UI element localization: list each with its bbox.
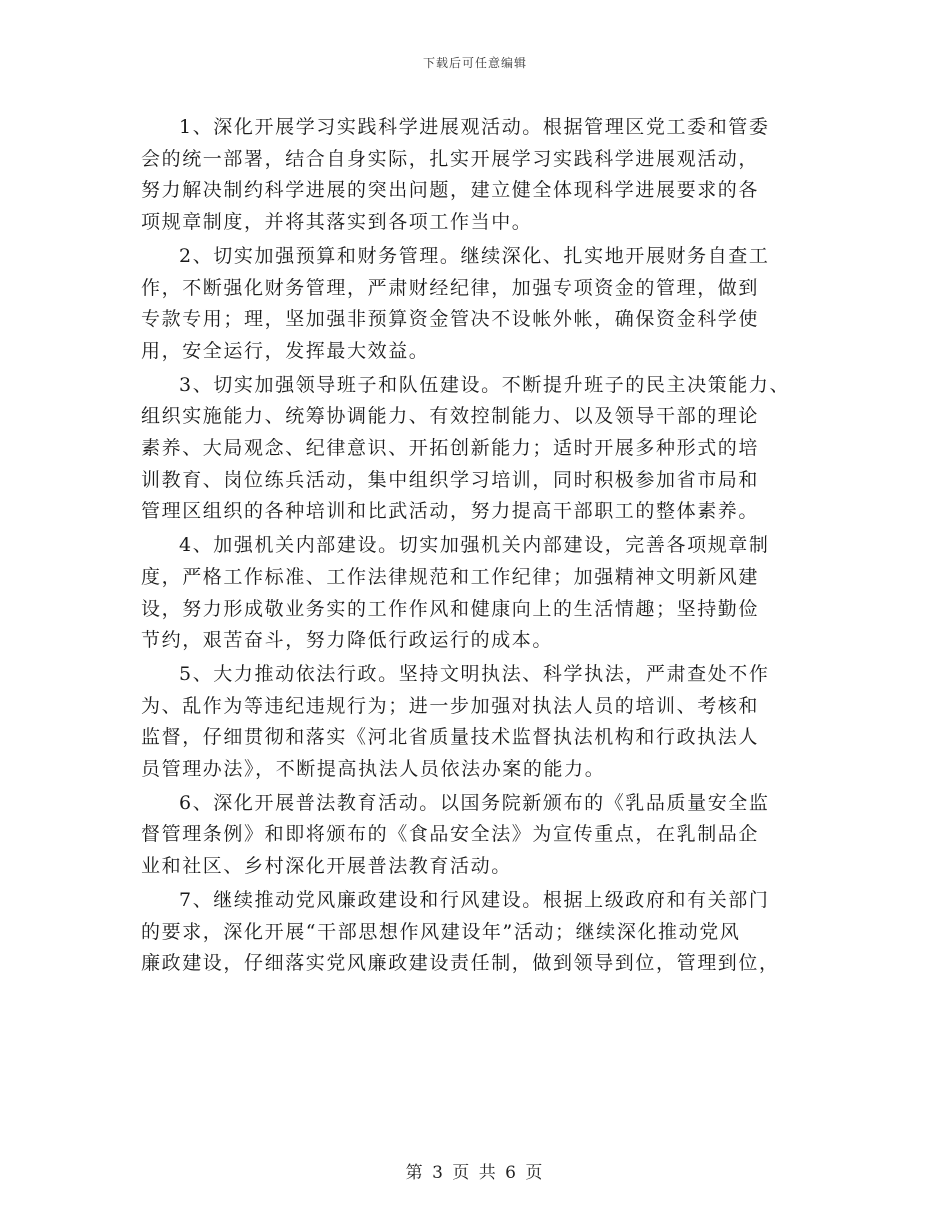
paragraph-1 xyxy=(141,112,821,239)
text-line: 节约，艰苦奋斗，努力降低行政运行的成本。 xyxy=(141,629,554,652)
paragraph-3 xyxy=(141,370,821,529)
paragraph-4 xyxy=(141,530,821,657)
paragraph-6 xyxy=(141,788,821,883)
text-line: 员管理办法》，不断提高执法人员依法办案的能力。 xyxy=(141,758,606,781)
paragraph-5 xyxy=(141,659,821,786)
text-line: 4、加强机关内部建设。切实加强机关内部建设，完善各项规章制 xyxy=(179,534,770,557)
text-line: 会的统一部署，结合自身实际，扎实开展学习实践科学进展观活动， xyxy=(141,147,760,170)
text-line: 监督，仔细贯彻和落实《河北省质量技术监督执法机构和行政执法人 xyxy=(141,726,760,749)
text-line: 训教育、岗位练兵活动，集中组织学习培训，同时积极参加省市局和 xyxy=(141,468,760,491)
text-line: 7、继续推动党风廉政建设和行风建设。根据上级政府和有关部门 xyxy=(179,888,770,911)
text-line: 管理区组织的各种培训和比武活动，努力提高干部职工的整体素养。 xyxy=(141,500,760,523)
paragraph-2 xyxy=(141,241,821,368)
text-line: 2、切实加强预算和财务管理。继续深化、扎实地开展财务自查工 xyxy=(179,244,770,267)
text-line: 3、切实加强领导班子和队伍建设。不断提升班子的民主决策能力、 xyxy=(179,373,791,396)
page-number-footer: 第 3 页 共 6 页 xyxy=(405,1163,545,1183)
text-line: 设，努力形成敬业务实的工作作风和健康向上的生活情趣；坚持勤俭 xyxy=(141,597,760,620)
text-line: 度，严格工作标准、工作法律规范和工作纪律；加强精神文明新风建 xyxy=(141,565,760,588)
text-line: 1、深化开展学习实践科学进展观活动。根据管理区党工委和管委 xyxy=(179,116,770,138)
document-body xyxy=(141,112,821,982)
text-line: 的要求，深化开展“干部思想作风建设年”活动；继续深化推动党风 xyxy=(141,920,741,943)
text-line: 努力解决制约科学进展的突出问题，建立健全体现科学进展要求的各 xyxy=(141,179,760,202)
text-line: 督管理条例》和即将颁布的《食品安全法》为宣传重点，在乳制品企 xyxy=(141,823,760,846)
text-line: 作，不断强化财务管理，严肃财经纪律，加强专项资金的管理，做到 xyxy=(141,276,760,299)
paragraph-7 xyxy=(141,885,821,980)
text-line: 用，安全运行，发挥最大效益。 xyxy=(141,339,430,362)
text-line: 项规章制度，并将其落实到各项工作当中。 xyxy=(141,211,533,234)
text-line: 5、大力推动依法行政。坚持文明执法、科学执法，严肃查处不作 xyxy=(179,662,770,685)
text-line: 6、深化开展普法教育活动。以国务院新颁布的《乳品质量安全监 xyxy=(179,791,770,814)
header-note: 下载后可任意编辑 xyxy=(422,56,527,70)
text-line: 为、乱作为等违纪违规行为；进一步加强对执法人员的培训、考核和 xyxy=(141,694,760,717)
text-line: 专款专用；理，坚加强非预算资金管决不设帐外帐，确保资金科学使 xyxy=(141,308,760,331)
text-line: 廉政建设，仔细落实党风廉政建设责任制，做到领导到位，管理到位， xyxy=(141,952,780,975)
text-line: 素养、大局观念、纪律意识、开拓创新能力；适时开展多种形式的培 xyxy=(141,437,760,460)
text-line: 组织实施能力、统筹协调能力、有效控制能力、以及领导干部的理论 xyxy=(141,405,760,428)
text-line: 业和社区、乡村深化开展普法教育活动。 xyxy=(141,855,512,878)
